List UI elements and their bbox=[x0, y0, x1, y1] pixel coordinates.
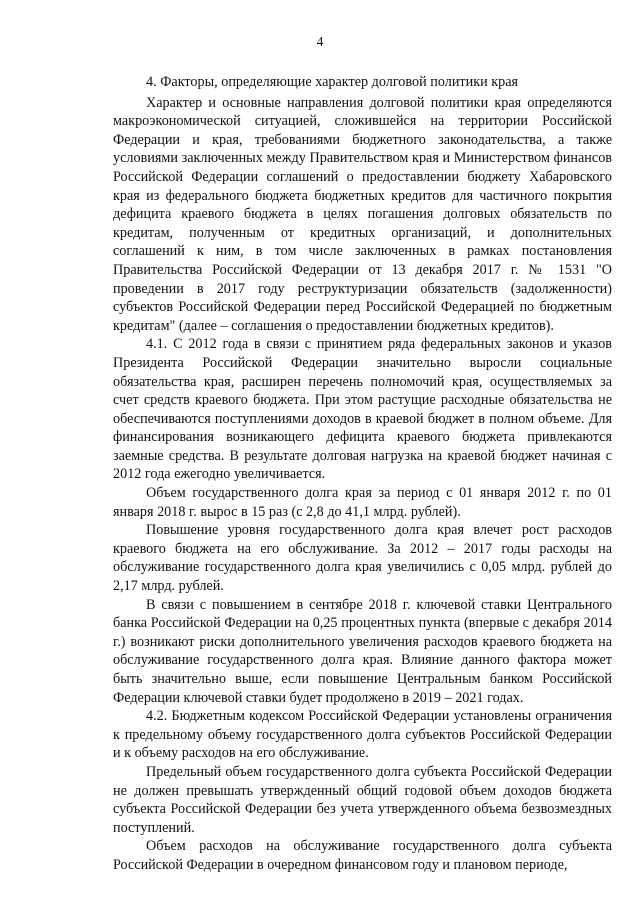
paragraph-debt-limit: Предельный объем государственного долга субъекта Российской Федерации не должен превышать утвержденный общий годовой объем доходов бюджета субъекта Российской Федерации без учета утвержденного объема безвозмездных поступлений. bbox=[113, 763, 612, 836]
paragraph-debt-volume: Объем государственного долга края за период с 01 января 2012 г. по 01 января 2018 г. вырос в 15 раз (с 2,8 до 41,1 млрд. рублей). bbox=[113, 485, 612, 520]
page-number: 4 bbox=[316, 34, 324, 49]
paragraph-characteristics: Характер и основные направления долговой политики края определяются макроэкономической ситуацией, сложившейся на территории Российской Федерации и края, требованиями бюджетного законодательства, а также условиями заключенных между Правительством края и Министерством финансов Российской Федерации соглашений о предоставлении бюджету Хабаровского края из федерального бюджета бюджетных кредитов для частичного покрытия дефицита краевого бюджета в целях погашения долговых обязательств по кредитам, полученным от кредитных организаций, и дополнительных соглашений к ним, в том числе заключенных в рамках постановления Правительства Российской Федерации от 13 декабря 2017 г. № 1531 "О проведении в 2017 году реструктуризации обязательств (задолженности) субъектов Российской Федерации перед Российской Федерацией по бюджетным кредитам" (далее – соглашения о предоставлении бюджетных кредитов). bbox=[113, 94, 612, 334]
paragraph-service-costs: Повышение уровня государственного долга края влечет рост расходов краевого бюджета на его обслуживание. За 2012 – 2017 годы расходы на обслуживание государственного долга края увеличились с 0,05 млрд. рублей до 2,17 млрд. рублей. bbox=[113, 522, 612, 595]
paragraph-4-1: 4.1. С 2012 года в связи с принятием ряда федеральных законов и указов Президента Российской Федерации значительно выросли социальные обязательства края, расширен перечень полномочий края, осуществляемых за счет средств краевого бюджета. При этом растущие расходные обязательства не обеспечиваются поступлениями доходов в краевой бюджет в полном объеме. Для финансирования возникающего дефицита краевого бюджета привлекаются заемные средства. В результате долговая нагрузка на краевой бюджет начиная с 2012 года ежегодно увеличивается. bbox=[113, 336, 612, 483]
document-body bbox=[113, 73, 612, 875]
paragraph-service-limit: Объем расходов на обслуживание государственного долга субъекта Российской Федерации в очередном финансовом году и плановом периоде, bbox=[113, 838, 612, 873]
section-heading: 4. Факторы, определяющие характер долговой политики края bbox=[146, 74, 519, 90]
paragraph-key-rate: В связи с повышением в сентябре 2018 г. ключевой ставки Центрального банка Российской Федерации на 0,25 процентных пункта (впервые с декабря 2014 г.) возникают риски дополнительного увеличения расходов краевого бюджета на обслуживание государственного долга края. Влияние данного фактора может быть значительно выше, если повышение Центральным банком Российской Федерации ключевой ставки будет продолжено в 2019 – 2021 годах. bbox=[113, 596, 612, 706]
paragraph-4-2: 4.2. Бюджетным кодексом Российской Федерации установлены ограничения к предельному объему государственного долга субъектов Российской Федерации и к объему расходов на его обслуживание. bbox=[113, 708, 612, 762]
